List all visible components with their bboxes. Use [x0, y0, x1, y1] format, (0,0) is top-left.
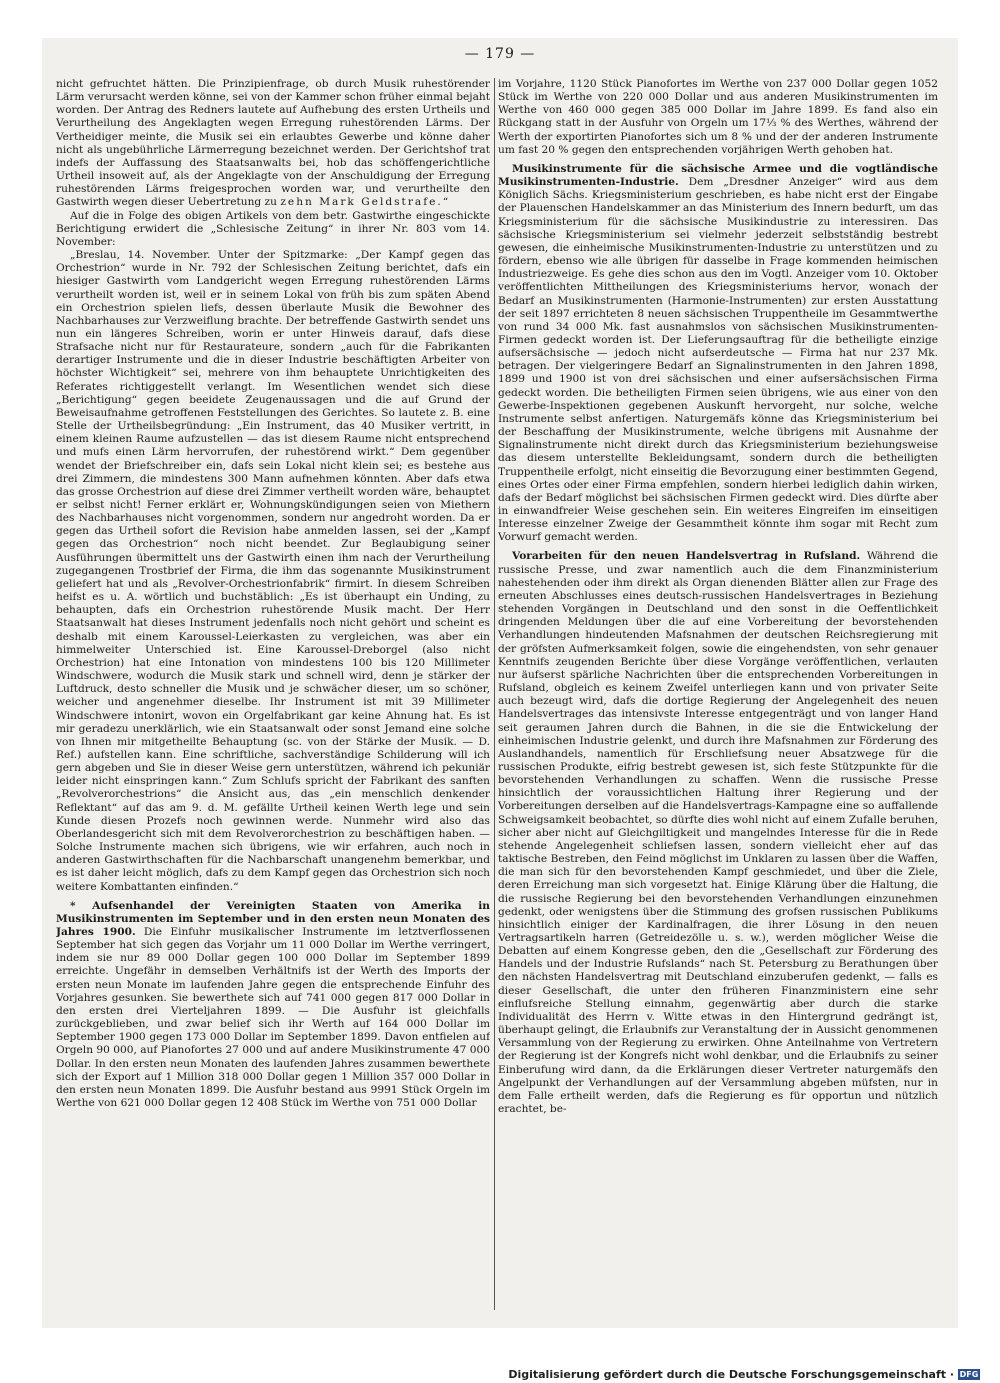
- article-us-trade: [56, 900, 490, 1111]
- dfg-footer: [508, 1368, 980, 1381]
- paragraph-text: nicht gefruchtet hätten. Die Prinzipienfrage, ob durch Musik ruhestörender Lärm verursacht werden könne, sei von der Kammer schon früher einmal bejaht worden. Der Antrag des Redners lautete auf Aufhebung des ersten Urtheils und Verurtheilung des Angeklagten wegen Erregung ruhestörenden Lärms. Der Vertheidiger meinte, die Musik sei ein erlaubtes Gewerbe und könne daher nicht als ungebührliche Lärmerregung bezeichnet werden. Der Gerichtshof trat indefs der Auffassung des Staatsanwalts bei, hob das schöffengerichtliche Urtheil insoweit auf, als der Angeklagte von der Anschuldigung der Erregung ruhestörenden Lärms freigesprochen worden war, und verurtheilte den Gastwirth wegen dieser Uebertretung zu: [56, 78, 490, 209]
- paragraph: im Vorjahre, 1120 Stück Pianofortes im Werthe von 237 000 Dollar gegen 1052 Stück im Werthe von 220 000 Dollar und aus anderen Musikinstrumenten im Werthe von 460 000 gegen 385 000 Dollar im Jahre 1899. Es fand also ein Rückgang statt in der Ausfuhr von Orgeln um 17⅓ % des Werthes, während der Werth der exportirten Pianofortes sich um 8 % und der der anderen Instrumente um fast 20 % gegen den entsprechenden vorjährigen Werth gehoben hat.: [498, 78, 938, 156]
- fine-text: zehn Mark Geldstrafe.: [280, 196, 443, 209]
- dfg-logo: DFG: [959, 1370, 979, 1379]
- page-number: — 179 —: [464, 46, 536, 62]
- right-column: [498, 78, 938, 1310]
- column-divider: [494, 78, 495, 1310]
- article-body: Während die russische Presse, und zwar namentlich auch die dem Finanzministerium nahestehenden oder ihm direkt als Organ dienenden Blätter allen zur Frage des erneuten Abschlusses eines deutsch-russischen Handelsvertrages in Beziehung stehenden Vorgängen in Deutschland und den sonst in die Oeffentlichkeit dringenden Meldungen über die auf eine Vorbereitung der bevorstehenden Verhandlungen hindeutenden Mafsnahmen der deutschen Reichsregierung mit der gröfsten Aufmerksamkeit folgen, sowie die eingehendsten, von sehr genauer Kenntnifs zeugenden Berichte über diese Vorgänge veröffentlichen, verlauten nur äufserst spärliche Nachrichten über die entsprechenden Vorbereitungen in Rufsland, obgleich es keinem Zweifel unterliegen kann und von privater Seite auch bezeugt wird, dafs die dortige Regierung der Angelegenheit des neuen Handelsvertrages das intensivste Interesse entgegenträgt und von langer Hand seit geraumen Jahren durch die Bahnen, in die sie die Entwickelung der einheimischen Industrie gelenkt, und durch ihre Mafsnahmen zur Förderung des Auslandhandels, namentlich für Erschliefsung neuer Absatzwege für die russischen Produkte, eifrig bestrebt gewesen ist, sich feste Stützpunkte für die bevorstehenden Verhandlungen zu schaffen. Wenn die russische Presse hinsichtlich der voraussichtlichen Haltung ihrer Regierung und der Vorbereitungen derselben auf die Handelsvertrags-Kampagne eine so auffallende Schweigsamkeit beobachtet, so dürfte dies wohl nicht auf einem Zufalle beruhen, sicher aber nicht auf Gleichgiltigkeit und mangelndes Interesse für die in Rede stehende Angelegenheit schliefsen lassen, sondern vielleicht eher auf das taktische Bestreben, den Feind möglichst im Unklaren zu lassen über die Waffen, die man sich für den bevorstehenden Kampf geschmiedet, und über die Ziele, deren Erreichung man sich vorgesetzt hat. Einige Klärung über die Haltung, die die russische Regierung bei den bevorstehenden Verhandlungen einzunehmen gedenkt, oder wenigstens über die Stimmung des grofsen russischen Publikums hinsichtlich einiger der Kardinalfragen, die ihrer Lösung in den neuen Vertragsartikeln harren (Getreidezölle u. s. w.), werden möglicher Weise die Debatten auf einem Kongresse geben, den die „Gesellschaft zur Förderung des Handels und der Industrie Rufslands“ nach St. Petersburg zu Berathungen über den nächsten Handelsvertrag mit Deutschland einzuberufen gedenkt, — falls es dieser Gesellschaft, die unter den früheren Finanzministern eine sehr einflufsreiche Stellung einnahm, gegenwärtig aber durch die starke Individualität des Herrn v. Witte etwas in den Hintergrund gedrängt ist, überhaupt gelingt, die Erlaubnifs zur Veranstaltung der in Aussicht genommenen Versammlung von der Regierung zu erwirken. Ohne Anteilnahme von Vertretern der Regierung ist der Kongrefs nicht wohl denkbar, und die Erlaubnifs zu seiner Einberufung wird dann, da die Erklärungen dieser Vertreter naturgemäfs den Angelpunkt der Verhandlungen auf der Versammlung abgeben müfsten, nur in dem Falle ertheilt werden, dafs die Regierung es für opportun und nützlich erachtet, be-: [498, 550, 938, 1116]
- article-body: Dem „Dresdner Anzeiger“ wird aus dem Königlich Sächs. Kriegsministerium geschrieben, es habe nicht erst der Eingabe der Plauenschen Handelskammer an das Ministerium des Innern bedurft, um das Kriegsministerium für die sächsische Musikindustrie zu interessiren. Das sächsische Kriegsministerium sei vielmehr jederzeit selbstständig bestrebt gewesen, die einheimische Musikinstrumenten-Industrie zu unterstützen und zu fördern, ebenso wie alle übrigen für dasselbe in Frage kommenden heimischen Industriezweige. Es gehe dies schon aus den im Vogtl. Anzeiger vom 10. Oktober veröffentlichten Mittheilungen des Kriegsministeriums hervor, wonach der Bedarf an Musikinstrumenten (Harmonie-Instrumenten) zur ersten Ausstattung der seit 1897 errichteten 8 neuen sächsischen Truppentheile im Gesammtwerthe von rund 34 000 Mk. fast ausnahmslos von sächsischen Musikinstrumenten-Firmen gedeckt worden ist. Der Lieferungsauftrag für die betheiligte einzige aufsersächsische — jedoch nicht aufserdeutsche — Firma hat nur 237 Mk. betragen. Der vielgeringere Bedarf an Signalinstrumenten in den Jahren 1898, 1899 und 1900 ist von drei sächsischen und einer aufsersächsischen Firma gedeckt worden. Die betheiligten Firmen seien übrigens, wie aus einer von den Gewerbe-Inspektionen gegebenen Auskunft hervorgeht, nur solche, welche Instrumente selbst anfertigen. Naturgemäfs könne das Kriegsministerium bei der Beschaffung der Musikinstrumente, welche übrigens mit Ausnahme der Signalinstrumente nicht direkt durch das Kriegsministerium beziehungsweise das diesem unterstellte Bekleidungsamt, sondern durch die betheiligten Truppentheile erfolgt, nicht einseitig die Bevorzugung einer bestimmten Gegend, eines Ortes oder einer Firma empfehlen, sondern hierbei lediglich dahin wirken, dafs der Bedarf möglichst bei sächsischen Firmen gedeckt wird. Dies dürfte aber in einwandfreier Weise geschehen sein. Ein weiteres Eingreifen im einseitigen Interesse einzelner Zweige der Gesammtheit könnte ihm sogar mit Recht zum Vorwurf gemacht werden.: [498, 176, 938, 544]
- article-heading: Musikinstrumente für die sächsische Armee und die vogtländische Musikinstrumenten-Industrie.: [498, 162, 938, 189]
- paragraph: Auf die in Folge des obigen Artikels von dem betr. Gastwirthe eingeschickte Berichtigung erwidert die „Schlesische Zeitung“ in ihrer Nr. 803 vom 14. November:: [56, 209, 490, 248]
- article-body: Die Einfuhr musikalischer Instrumente im letztverflossenen September hat sich gegen das Vorjahr um 11 000 Dollar im Werthe verringert, indem sie nur 89 000 Dollar gegen 100 000 Dollar im September 1899 erreichte. Ungefähr in demselben Verhältnifs ist der Werth des Imports der ersten neun Monate im laufenden Jahre gegen die entsprechende Einfuhr des Vorjahres gesunken. Sie bewerthete sich auf 741 000 gegen 817 000 Dollar in den ersten drei Vierteljahren 1899. — Die Ausfuhr ist gleichfalls zurückgeblieben, und zwar belief sich ihr Werth auf 164 000 Dollar im September 1900 gegen 173 000 Dollar im September 1899. Davon entfielen auf Orgeln 90 000, auf Pianofortes 27 000 und auf andere Musikinstrumente 47 000 Dollar. In den ersten neun Monaten des laufenden Jahres zusammen bewerthete sich der Export auf 1 Million 318 000 Dollar gegen 1 Million 357 000 Dollar in den ersten neun Monaten 1899. Die Ausfuhr bestand aus 9991 Stück Orgeln im Werthe von 621 000 Dollar gegen 12 408 Stück im Werthe von 751 000 Dollar: [56, 926, 490, 1110]
- paragraph: „Breslau, 14. November. Unter der Spitzmarke: „Der Kampf gegen das Orchestrion“ wurde in Nr. 792 der Schlesischen Zeitung berichtet, dafs ein hiesiger Gastwirth vom Landgericht wegen Erregung ruhestörenden Lärms verurtheilt worden ist, weil er in seinem Lokal von früh bis zum späten Abend ein Orchestrion spielen liefs, dessen überlaute Musik die Bewohner des Nachbarhauses zur Verzweiflung brachte. Der betreffende Gastwirth sendet uns nun ein längeres Schreiben, worin er unter Hinweis darauf, dafs diese Strafsache nicht nur für Restaurateure, sondern „auch für die Fabrikanten derartiger Instrumente und die in dieser Industrie beschäftigten Arbeiter von höchster Wichtigkeit“ sei, mehrere von ihm behauptete Unrichtigkeiten des Referates richtiggestellt verlangt. Im Wesentlichen wendet sich diese „Berichtigung“ gegen beeidete Zeugenaussagen und die auf Grund der Beweisaufnahme getroffenen Feststellungen des Gerichtes. So lautete z. B. eine Stelle der Urtheilsbegründung: „Ein Instrument, das 40 Musiker vertritt, in einem kleinen Raume aufzustellen — das ist diesem Raume nicht entsprechend und mufs einen Lärm hervorrufen, der ruhestörend wirkt.“ Dem gegenüber wendet der Briefschreiber ein, dafs sein Lokal nicht klein sei; es bestehe aus drei Zimmern, die mindestens 300 Mann aufnehmen könnten. Aber dafs etwa das grosse Orchestrion auf diese drei Zimmer vertheilt worden wäre, behauptet er selbst nicht! Ferner erklärt er, Wohnungskündigungen seien von Miethern des Nachbarhauses nicht vorgenommen, sondern nur angedroht worden. Da er gegen das Urtheil sofort die Revision habe anmelden lassen, sei der „Kampf gegen das Orchestrion“ noch nicht beendet. Zur Beglaubigung seiner Ausführungen übermittelt uns der Gastwirth einen ihm nach der Verurtheilung zugegangenen Trostbrief der Firma, die ihm das sogenannte Musikinstrument geliefert hat und als „Revolver-Orchestrionfabrik“ firmirt. In diesem Schreiben heifst es u. A. wörtlich und buchstäblich: „Es ist überhaupt ein Unding, zu behaupten, dafs ein Orchestrion ruhestörende Musik macht. Der Herr Staatsanwalt hat dieses Instrument jedenfalls noch nicht gehört und scheint es deshalb mit einem Karoussel-Leierkasten zu vergleichen, was aber ein himmelweiter Unterschied ist. Eine Karoussel-Dreborgel (also nicht Orchestrion) hat eine Intonation von mindestens 100 bis 120 Millimeter Windschwere, wodurch die Musik stark und schnell wird, denn je stärker der Luftdruck, desto schneller die Musik und je schwächer dieser, um so schöner, weicher und angenehmer dieselbe. Ihr Instrument ist mit 39 Millimeter Windschwere intonirt, wovon ein Orgelfabrikant gar keine Ahnung hat. Es ist mir geradezu unerklärlich, wie ein Staatsanwalt oder sonst Jemand eine solche von Ihnen mir mitgetheilte Behauptung (sc. von der Stärke der Musik. — D. Ref.) aufstellen kann. Eine schriftliche, sachverständige Schilderung will ich gern abgeben und Sie in dieser Weise gern unterstützen, während ich pekuniär leider nicht einspringen kann.“ Zum Schlufs spricht der Fabrikant des sanften „Revolverorchestrions“ die Ansicht aus, das „ein menschlich denkender Reflektant“ auf das am 9. d. M. gefällte Urtheil keinen Werth lege und sein Kunde diesen Prozefs noch gewinnen werde. Nunmehr wird also das Oberlandesgericht sich mit dem Revolverorchestrion zu beschäftigen haben. — Solche Instrumente machen sich übrigens, wie wir erfahren, auch noch in anderen Gastwirthschaften für die Nachbarschaft unangenehm bemerkbar, und es ist daher leicht möglich, dafs zu dem Kampf gegen das Orchestrion sich noch weitere Kombattanten einfinden.“: [56, 249, 490, 893]
- article-heading: Vorarbeiten für den neuen Handelsvertrag in Rufsland.: [512, 550, 861, 563]
- footer-text: Digitalisierung gefördert durch die Deutsche Forschungsgemeinschaft ·: [508, 1368, 954, 1381]
- scanned-page: [42, 38, 958, 1328]
- article-saxon-army: [498, 163, 938, 545]
- paragraph: [56, 78, 490, 210]
- article-russia-trade: [498, 550, 938, 1116]
- article-heading: * Aufsenhandel der Vereinigten Staaten von Amerika in Musikinstrumenten im September und in den ersten neun Monaten des Jahres 1900.: [56, 899, 490, 938]
- left-column: [56, 78, 490, 1310]
- quote-end: “: [442, 196, 449, 209]
